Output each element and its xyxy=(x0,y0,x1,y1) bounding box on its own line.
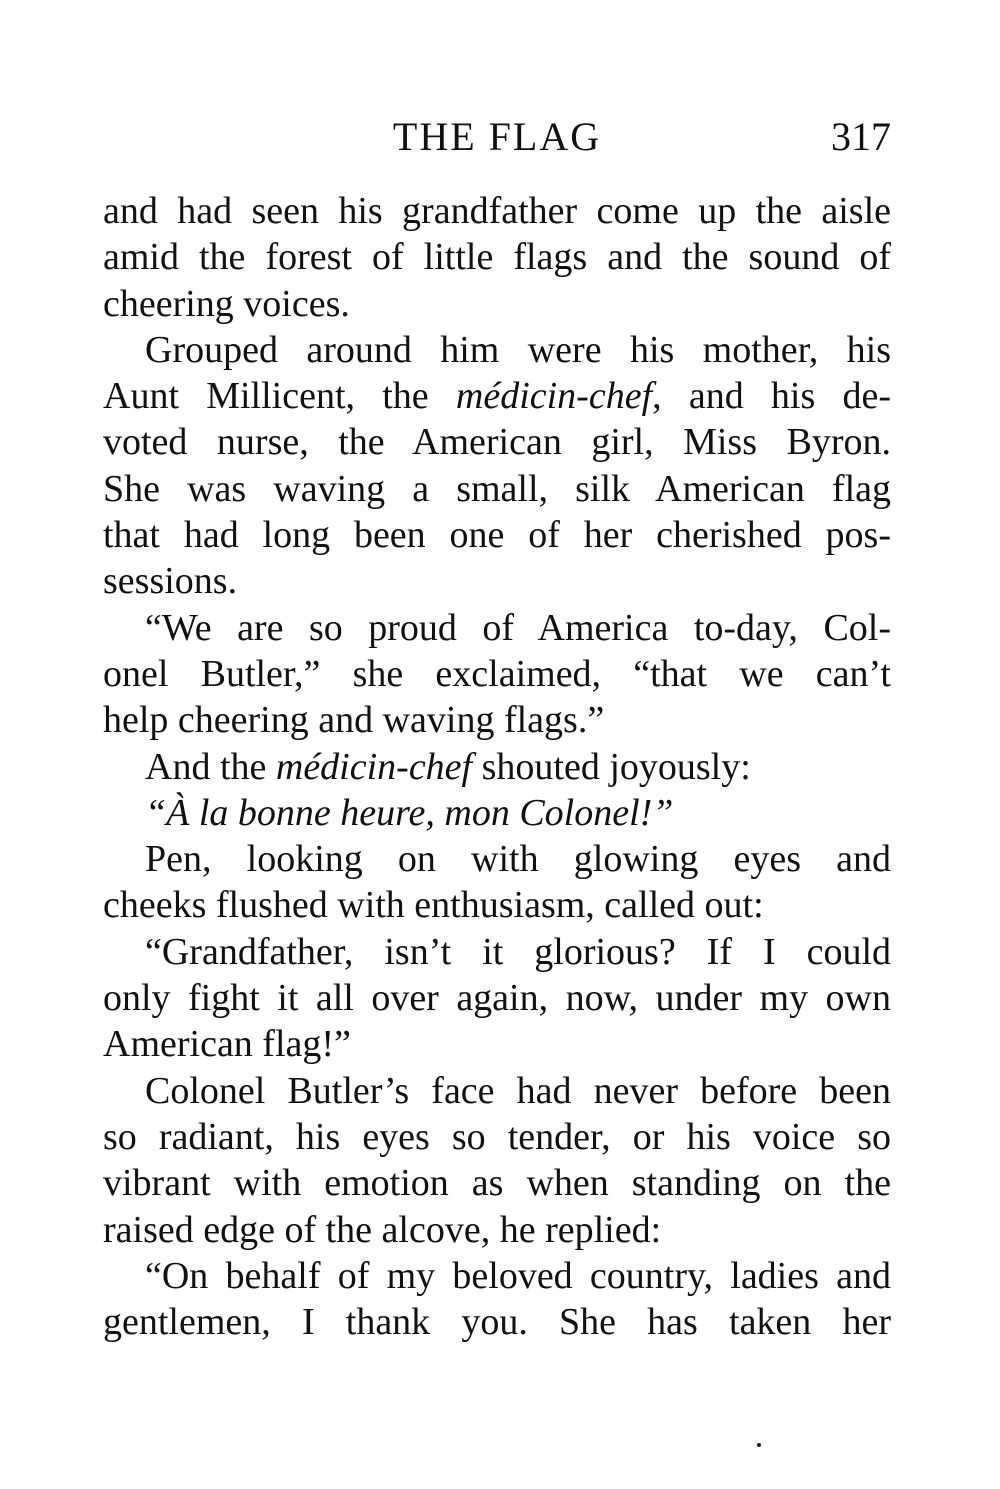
page-header xyxy=(103,112,891,162)
text-line: “We are so proud of America to-day, Col- xyxy=(145,606,891,649)
text-line: She was waving a small, silk American flag xyxy=(103,467,891,510)
text-line: Grouped around him were his mother, his xyxy=(145,328,891,371)
text-line: only fight it all over again, now, under my own xyxy=(103,977,891,1020)
text-line: “Grandfather, isn’t it glorious? If I could xyxy=(145,930,891,973)
text-line: sessions. xyxy=(103,560,238,603)
italic-term: médicin-chef xyxy=(275,745,473,788)
text-line: American flag!” xyxy=(103,1023,351,1066)
italic-term: médicin-chef xyxy=(455,375,653,418)
text-line: voted nurse, the American girl, Miss Byron. xyxy=(103,421,891,464)
text-line: cheeks flushed with enthusiasm, called out: xyxy=(103,884,764,927)
text-line-italic: “À la bonne heure, mon Colonel!” xyxy=(145,791,674,834)
text-line: And the médicin-chef shouted joyously: xyxy=(145,745,751,788)
text-line: Colonel Butler’s face had never before been xyxy=(145,1069,891,1112)
text-line: and had seen his grandfather come up the aisle xyxy=(103,190,891,232)
page-number: 317 xyxy=(831,114,891,159)
text-line: so radiant, his eyes so tender, or his voice so xyxy=(103,1115,891,1158)
text-line: Pen, looking on with glowing eyes and xyxy=(145,838,891,881)
text-line: cheering voices. xyxy=(103,282,350,325)
running-title: THE FLAG xyxy=(392,114,602,159)
text-line: gentlemen, I thank you. She has taken her xyxy=(103,1301,891,1344)
text-line: help cheering and waving flags.” xyxy=(103,699,605,742)
text-line: onel Butler,” she exclaimed, “that we can’t xyxy=(103,652,891,695)
text-line: “On behalf of my beloved country, ladies and xyxy=(145,1254,891,1297)
text-line: vibrant with emotion as when standing on the xyxy=(103,1162,891,1205)
text-line: raised edge of the alcove, he replied: xyxy=(103,1208,662,1251)
body-text xyxy=(103,188,891,1345)
scan-speck xyxy=(757,1443,761,1447)
text-line: that had long been one of her cherished pos- xyxy=(103,514,891,557)
text-line: amid the forest of little flags and the sound of xyxy=(103,236,891,279)
text-line: Aunt Millicent, the médicin-chef, and his de- xyxy=(103,375,892,418)
